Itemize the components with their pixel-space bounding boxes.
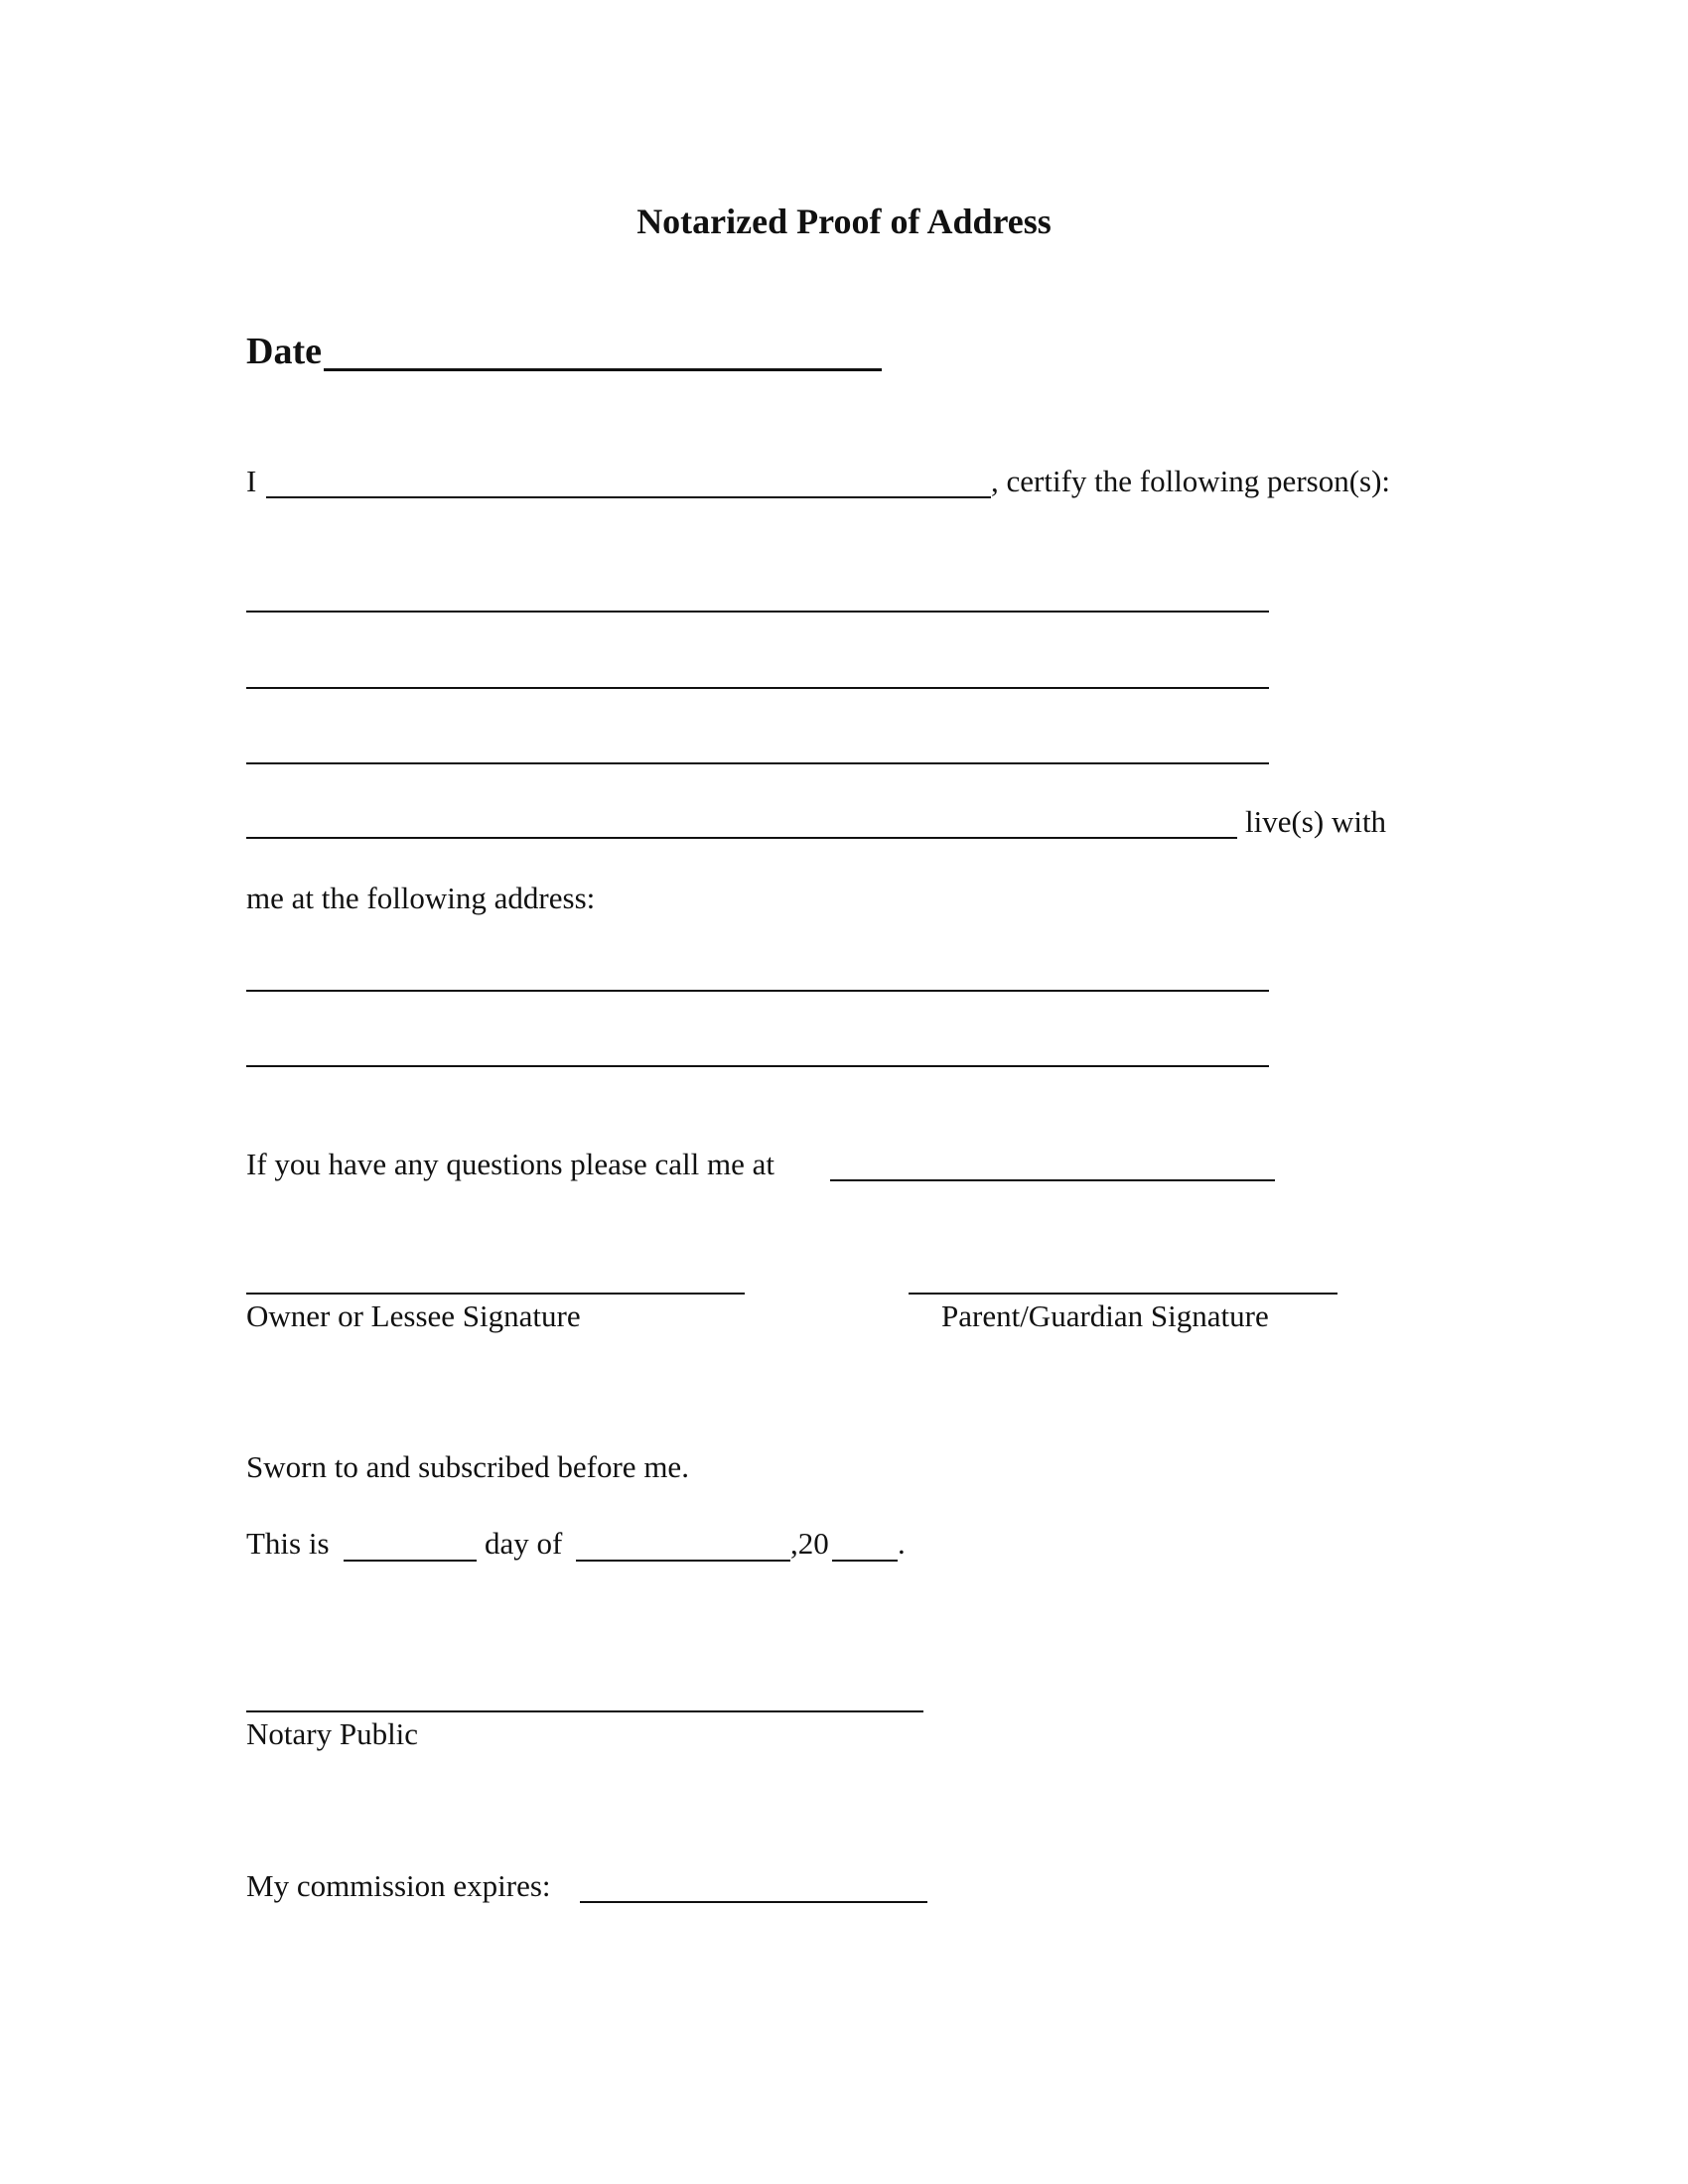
questions-text: If you have any questions please call me at bbox=[246, 1147, 774, 1181]
person-line-4[interactable] bbox=[246, 837, 1237, 839]
commission-label: My commission expires: bbox=[246, 1868, 551, 1903]
commission-expiry-field[interactable] bbox=[580, 1901, 927, 1903]
notary-signature-line[interactable] bbox=[246, 1710, 923, 1712]
person-line-3[interactable] bbox=[246, 762, 1269, 764]
day-field[interactable] bbox=[344, 1560, 477, 1562]
year-field[interactable] bbox=[832, 1560, 898, 1562]
document-title: Notarized Proof of Address bbox=[636, 202, 1052, 241]
person-line-1[interactable] bbox=[246, 611, 1269, 613]
owner-signature-line[interactable] bbox=[246, 1293, 745, 1295]
guardian-signature-label: Parent/Guardian Signature bbox=[941, 1298, 1269, 1333]
address-intro: me at the following address: bbox=[246, 881, 596, 915]
lives-with-text: live(s) with bbox=[1245, 804, 1387, 839]
notary-label: Notary Public bbox=[246, 1716, 419, 1751]
sworn-text: Sworn to and subscribed before me. bbox=[246, 1449, 689, 1484]
owner-signature-label: Owner or Lessee Signature bbox=[246, 1298, 581, 1333]
phone-field[interactable] bbox=[830, 1179, 1275, 1181]
period-mark: . bbox=[898, 1526, 906, 1561]
date-field[interactable] bbox=[324, 368, 882, 371]
certify-prefix: I bbox=[246, 464, 257, 498]
person-line-2[interactable] bbox=[246, 687, 1269, 689]
month-field[interactable] bbox=[576, 1560, 790, 1562]
year-prefix: ,20 bbox=[790, 1526, 829, 1561]
address-line-1[interactable] bbox=[246, 990, 1269, 992]
this-is-label: This is bbox=[246, 1526, 330, 1561]
address-line-2[interactable] bbox=[246, 1065, 1269, 1067]
guardian-signature-line[interactable] bbox=[909, 1293, 1337, 1295]
certify-suffix: , certify the following person(s): bbox=[991, 464, 1391, 498]
date-label: Date bbox=[246, 331, 322, 372]
certifier-name-field[interactable] bbox=[266, 496, 991, 498]
day-of-label: day of bbox=[485, 1526, 563, 1561]
